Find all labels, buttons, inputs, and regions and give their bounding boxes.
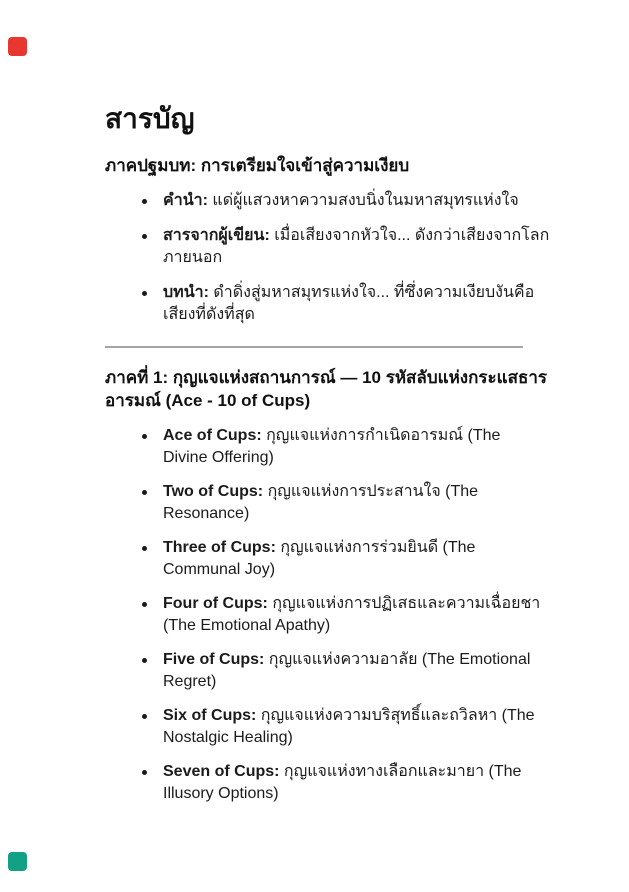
- prologue-list: [105, 190, 550, 326]
- bullet-icon: [142, 658, 147, 663]
- item-text: กุญแจแห่งการปฏิเสธและความเฉื่อยชา: [267, 595, 541, 612]
- item-text: กุญแจแห่งการร่วมยินดี (The: [275, 539, 476, 556]
- toc-item: [105, 481, 523, 525]
- item-text: ดำดิ่งสู่มหาสมุทรแห่งใจ... ที่ซึ่งความเงียบงันคือ: [208, 284, 535, 301]
- item-label: Three of Cups:: [163, 539, 276, 556]
- item-text-continued: Resonance): [163, 505, 250, 522]
- toc-item: [105, 649, 531, 693]
- item-text: กุญแจแห่งการประสานใจ (The: [263, 483, 479, 500]
- item-text-continued: (The Emotional Apathy): [163, 617, 331, 634]
- item-text: กุญแจแห่งการกำเนิดอารมณ์ (The: [261, 427, 501, 444]
- bullet-icon: [142, 199, 147, 204]
- cups-list: [105, 425, 541, 805]
- item-text: กุญแจแห่งความอาลัย (The Emotional: [264, 651, 531, 668]
- item-label: Ace of Cups:: [163, 427, 262, 444]
- bullet-icon: [142, 291, 147, 296]
- toc-item: [105, 225, 550, 269]
- bullet-icon: [142, 546, 147, 551]
- item-text-continued: Nostalgic Healing): [163, 729, 293, 746]
- section-heading-part1: [105, 366, 548, 412]
- item-text-continued: Regret): [163, 673, 217, 690]
- toc-item: [105, 705, 535, 749]
- item-text: เมื่อเสียงจากหัวใจ... ดังกว่าเสียงจากโลก: [269, 227, 550, 244]
- toc-item: [105, 593, 541, 637]
- bullet-icon: [142, 602, 147, 607]
- section-heading-prologue: [105, 154, 523, 177]
- bullet-icon: [142, 770, 147, 775]
- toc-content: [105, 0, 550, 805]
- teal-corner-marker: [8, 852, 27, 871]
- red-corner-marker: [8, 37, 27, 56]
- item-text: กุญแจแห่งทางเลือกและมายา (The: [279, 763, 522, 780]
- toc-item: [105, 425, 523, 469]
- item-label: Two of Cups:: [163, 483, 264, 500]
- item-label: คำนำ:: [163, 192, 208, 209]
- item-label: Four of Cups:: [163, 595, 268, 612]
- item-text-continued: เสียงที่ดังที่สุด: [163, 306, 255, 323]
- item-text: แด่ผู้แสวงหาความสงบนิ่งในมหาสมุทรแห่งใจ: [207, 192, 519, 209]
- item-label: Five of Cups:: [163, 651, 265, 668]
- section-heading-line: ภาคปฐมบท: การเตรียมใจเข้าสู่ความเงียบ: [105, 156, 410, 175]
- bullet-icon: [142, 714, 147, 719]
- bullet-icon: [142, 434, 147, 439]
- item-text: กุญแจแห่งความบริสุทธิ์และถวิลหา (The: [256, 707, 535, 724]
- item-text-continued: Divine Offering): [163, 449, 274, 466]
- section-divider: [105, 346, 523, 348]
- item-text-continued: Communal Joy): [163, 561, 276, 578]
- bullet-icon: [142, 234, 147, 239]
- page-title: สารบัญ: [105, 103, 195, 134]
- bullet-icon: [142, 490, 147, 495]
- item-label: Six of Cups:: [163, 707, 257, 724]
- toc-item: [105, 190, 523, 212]
- toc-item: [105, 761, 523, 805]
- item-text-continued: Illusory Options): [163, 785, 279, 802]
- section-heading-line: อารมณ์ (Ace - 10 of Cups): [105, 391, 311, 410]
- item-label: สารจากผู้เขียน:: [163, 227, 270, 244]
- item-label: Seven of Cups:: [163, 763, 280, 780]
- section-heading-line: ภาคที่ 1: กุญแจแห่งสถานการณ์ — 10 รหัสลับแห่งกระแสธาร: [105, 368, 548, 387]
- toc-item: [105, 282, 535, 326]
- item-label: บทนำ:: [163, 284, 209, 301]
- item-text-continued: ภายนอก: [163, 249, 223, 266]
- toc-item: [105, 537, 523, 581]
